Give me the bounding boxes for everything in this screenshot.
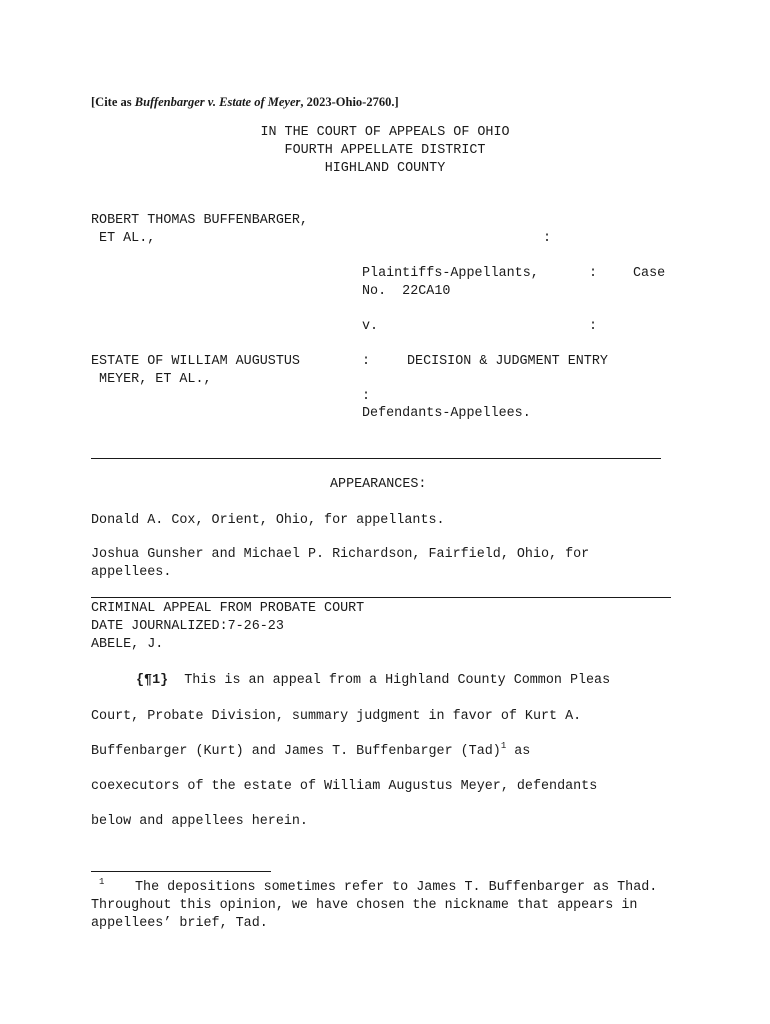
date-journalized: DATE JOURNALIZED:7-26-23 bbox=[91, 619, 284, 634]
court-name: IN THE COURT OF APPEALS OF OHIO bbox=[260, 125, 510, 140]
appellants-counsel: Donald A. Cox, Orient, Ohio, for appellants. bbox=[91, 513, 445, 528]
paragraph-mark: {¶1} bbox=[136, 673, 169, 688]
caption-colon: : bbox=[589, 319, 598, 334]
paragraph-text: This is an appeal from a Highland County Common Pleas bbox=[168, 673, 611, 688]
paragraph-text: as bbox=[506, 744, 531, 759]
footnote-separator bbox=[91, 871, 271, 872]
paragraph-text: Buffenbarger (Kurt) and James T. Buffenbarger (Tad) bbox=[91, 744, 501, 759]
county-name: HIGHLAND COUNTY bbox=[324, 161, 446, 176]
paragraph-line bbox=[136, 672, 610, 690]
versus: v. bbox=[362, 319, 379, 334]
plaintiff-et-al: ET AL., bbox=[91, 231, 156, 246]
caption-colon: : bbox=[543, 231, 552, 246]
paragraph-line: coexecutors of the estate of William Augustus Meyer, defendants bbox=[91, 779, 598, 794]
footnote-number: 1 bbox=[99, 877, 105, 887]
judge-name: ABELE, J. bbox=[91, 637, 164, 652]
citation-suffix: , 2023-Ohio-2760.] bbox=[300, 95, 399, 109]
paragraph-line: below and appellees herein. bbox=[91, 814, 308, 829]
paragraph-line bbox=[91, 743, 530, 761]
footnote bbox=[91, 879, 681, 933]
defendant-name: ESTATE OF WILLIAM AUGUSTUS bbox=[91, 354, 300, 369]
divider bbox=[91, 458, 661, 459]
district-name: FOURTH APPELLATE DISTRICT bbox=[284, 143, 486, 158]
appearances-heading: APPEARANCES: bbox=[330, 477, 427, 492]
caption-colon: : bbox=[362, 354, 371, 369]
caption-colon: : bbox=[589, 266, 598, 281]
citation bbox=[91, 93, 399, 111]
defendant-role: Defendants-Appellees. bbox=[362, 406, 531, 421]
citation-case-name: Buffenbarger v. Estate of Meyer bbox=[134, 95, 301, 109]
appeal-type: CRIMINAL APPEAL FROM PROBATE COURT bbox=[91, 601, 365, 616]
plaintiff-role: Plaintiffs-Appellants, bbox=[362, 266, 539, 281]
appellees-counsel: Joshua Gunsher and Michael P. Richardson, Fairfield, Ohio, for bbox=[91, 547, 590, 562]
divider bbox=[91, 597, 671, 598]
defendant-et-al: MEYER, ET AL., bbox=[91, 372, 212, 387]
case-label: Case bbox=[633, 266, 666, 281]
plaintiff-name: ROBERT THOMAS BUFFENBARGER, bbox=[91, 213, 308, 228]
paragraph-line: Court, Probate Division, summary judgment in favor of Kurt A. bbox=[91, 709, 582, 724]
citation-prefix: [Cite as bbox=[91, 95, 135, 109]
caption-colon: : bbox=[362, 389, 371, 404]
footnote-text: The depositions sometimes refer to James T. Buffenbarger as Thad. Throughout this opinion, we have chosen the nickname that appears in appellees’ brief, Tad. bbox=[91, 880, 658, 931]
footnote-reference[interactable]: 1 bbox=[500, 741, 507, 751]
entry-title: DECISION & JUDGMENT ENTRY bbox=[407, 354, 608, 369]
appellees-counsel-cont: appellees. bbox=[91, 565, 172, 580]
case-number: No. 22CA10 bbox=[362, 284, 451, 299]
